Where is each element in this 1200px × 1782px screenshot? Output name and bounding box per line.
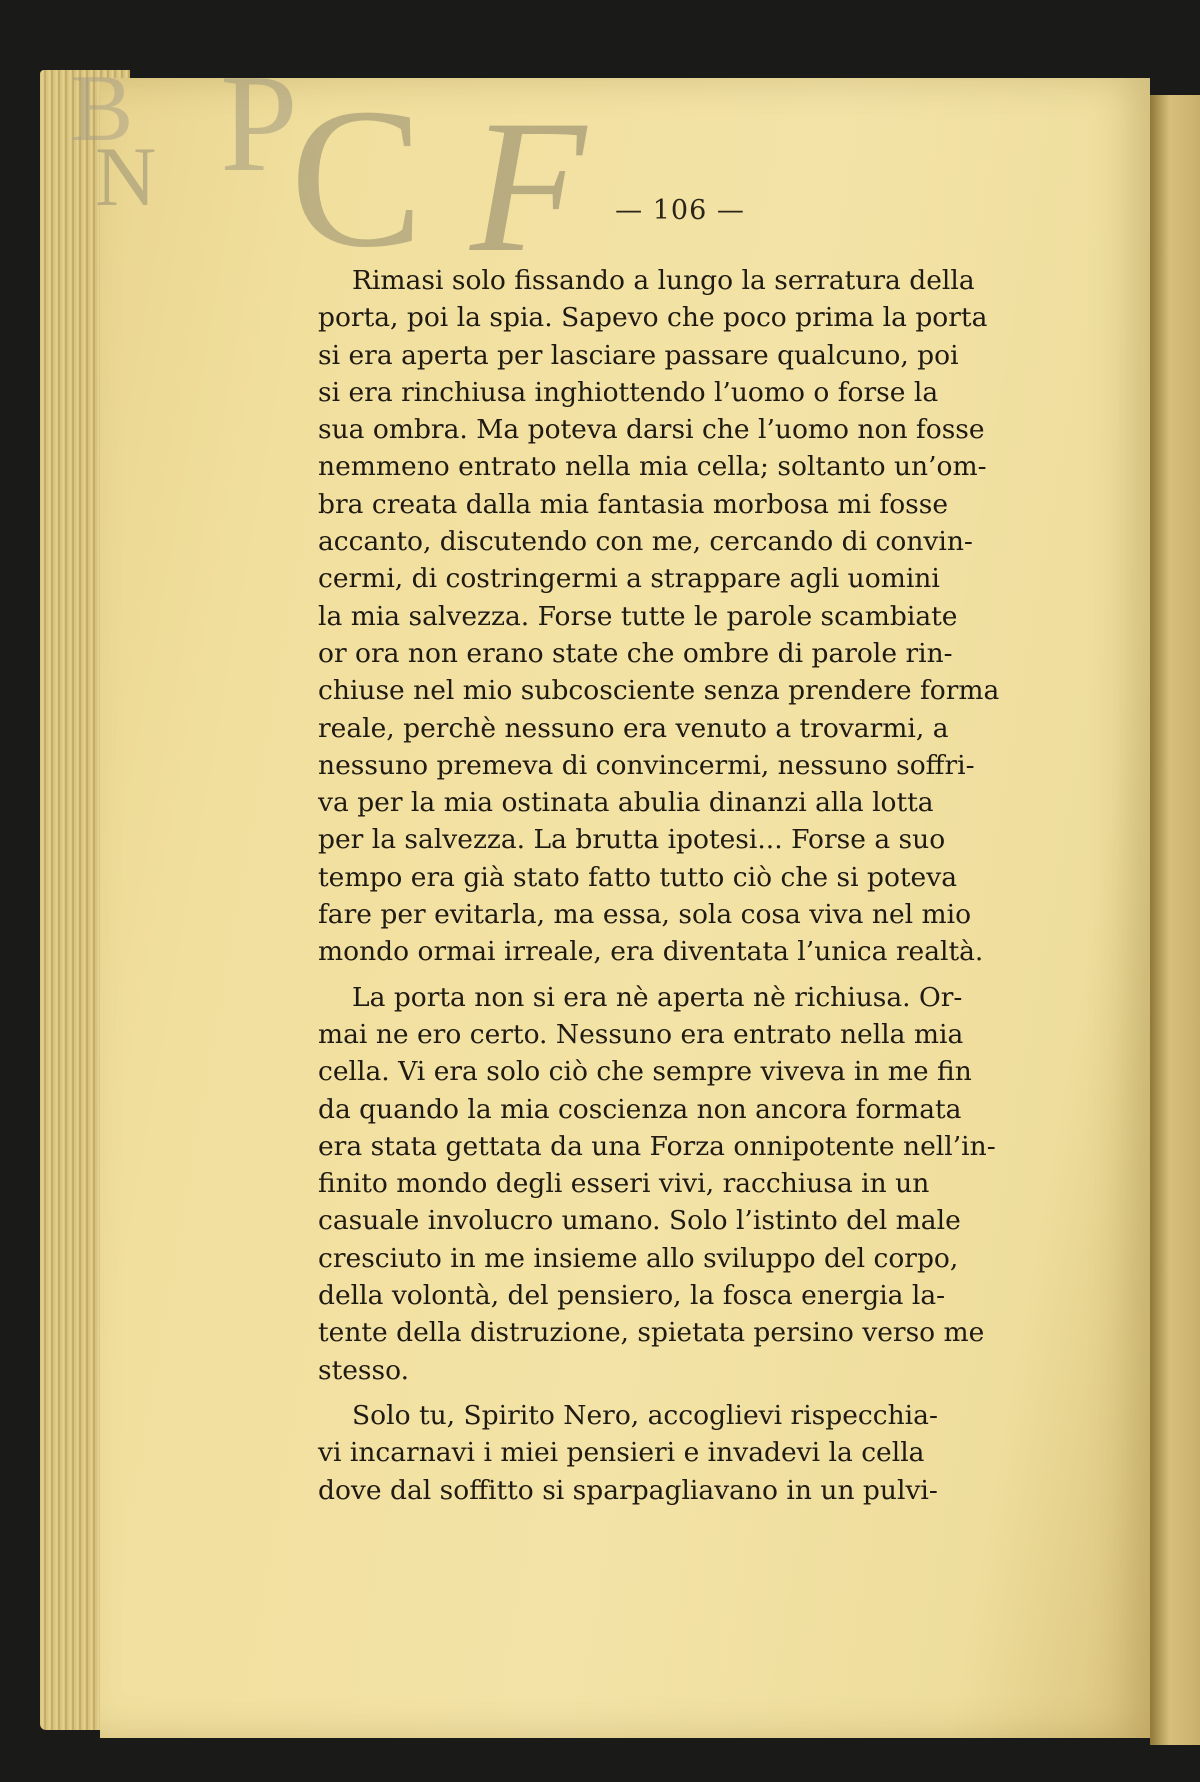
svg-text:C: C bbox=[290, 68, 424, 260]
facing-page-edge bbox=[1150, 95, 1200, 1745]
text-line: va per la mia ostinata abulia dinanzi alla lotta bbox=[318, 787, 934, 819]
text-line: sua ombra. Ma poteva darsi che l’uomo non fosse bbox=[318, 414, 985, 446]
paragraph bbox=[318, 1397, 1028, 1509]
text-line: per la salvezza. La brutta ipotesi... Forse a suo bbox=[318, 824, 946, 856]
text-line: Solo tu, Spirito Nero, accoglievi rispecchia- bbox=[352, 1399, 938, 1431]
svg-text:P: P bbox=[220, 46, 298, 201]
text-line: la mia salvezza. Forse tutte le parole scambiate bbox=[318, 600, 958, 632]
text-line: stesso. bbox=[318, 1354, 410, 1386]
text-line: vi incarnavi i miei pensieri e invadevi la cella bbox=[318, 1437, 925, 1469]
text-line: Rimasi solo fissando a lungo la serratura della bbox=[352, 265, 975, 296]
text-line: bra creata dalla mia fantasia morbosa mi fosse bbox=[318, 488, 949, 520]
text-line: da quando la mia coscienza non ancora formata bbox=[318, 1093, 962, 1125]
paragraph bbox=[318, 262, 1028, 971]
text-line: tempo era già stato fatto tutto ciò che si poteva bbox=[318, 861, 958, 893]
text-line: mondo ormai irreale, era diventata l’unica realtà. bbox=[318, 936, 984, 968]
page-body-text bbox=[318, 262, 1028, 1509]
text-line: era stata gettata da una Forza onnipotente nell’in- bbox=[318, 1130, 996, 1162]
text-line: mai ne ero certo. Nessuno era entrato nella mia bbox=[318, 1018, 964, 1050]
text-line: cella. Vi era solo ciò che sempre viveva in me fin bbox=[318, 1056, 972, 1088]
svg-text:B: B bbox=[70, 55, 134, 161]
text-line: si era aperta per lasciare passare qualcuno, poi bbox=[318, 339, 959, 371]
text-line: nessuno premeva di convincermi, nessuno soffri- bbox=[318, 749, 975, 781]
text-line: finito mondo degli esseri vivi, racchiusa in un bbox=[318, 1168, 930, 1200]
text-line: accanto, discutendo con me, cercando di convin- bbox=[318, 526, 973, 558]
paragraph bbox=[318, 979, 1028, 1389]
text-line: cermi, di costringermi a strappare agli uomini bbox=[318, 563, 940, 595]
text-line: or ora non erano state che ombre di parole rin- bbox=[318, 637, 953, 669]
text-line: porta, poi la spia. Sapevo che poco prima la porta bbox=[318, 302, 988, 334]
text-line: della volontà, del pensiero, la fosca energia la- bbox=[318, 1280, 946, 1312]
text-line: La porta non si era nè aperta nè richiusa. Or- bbox=[352, 981, 963, 1013]
text-line: tente della distruzione, spietata persino verso me bbox=[318, 1317, 985, 1349]
text-line: nemmeno entrato nella mia cella; soltanto un’om- bbox=[318, 451, 987, 483]
text-line: fare per evitarla, ma essa, sola cosa viva nel mio bbox=[318, 899, 972, 931]
svg-text:F: F bbox=[470, 82, 587, 260]
text-line: si era rinchiusa inghiottendo l’uomo o forse la bbox=[318, 376, 939, 408]
text-line: casuale involucro umano. Solo l’istinto del male bbox=[318, 1205, 961, 1237]
text-line: chiuse nel mio subcosciente senza prendere forma bbox=[318, 675, 1000, 707]
text-line: dove dal soffitto si sparpagliavano in un pulvi- bbox=[318, 1474, 938, 1506]
svg-text:N: N bbox=[95, 130, 157, 224]
text-line: cresciuto in me insieme allo sviluppo del corpo, bbox=[318, 1242, 959, 1274]
text-line: reale, perchè nessuno era venuto a trovarmi, a bbox=[318, 712, 949, 744]
page-number: — 106 — bbox=[615, 195, 745, 226]
